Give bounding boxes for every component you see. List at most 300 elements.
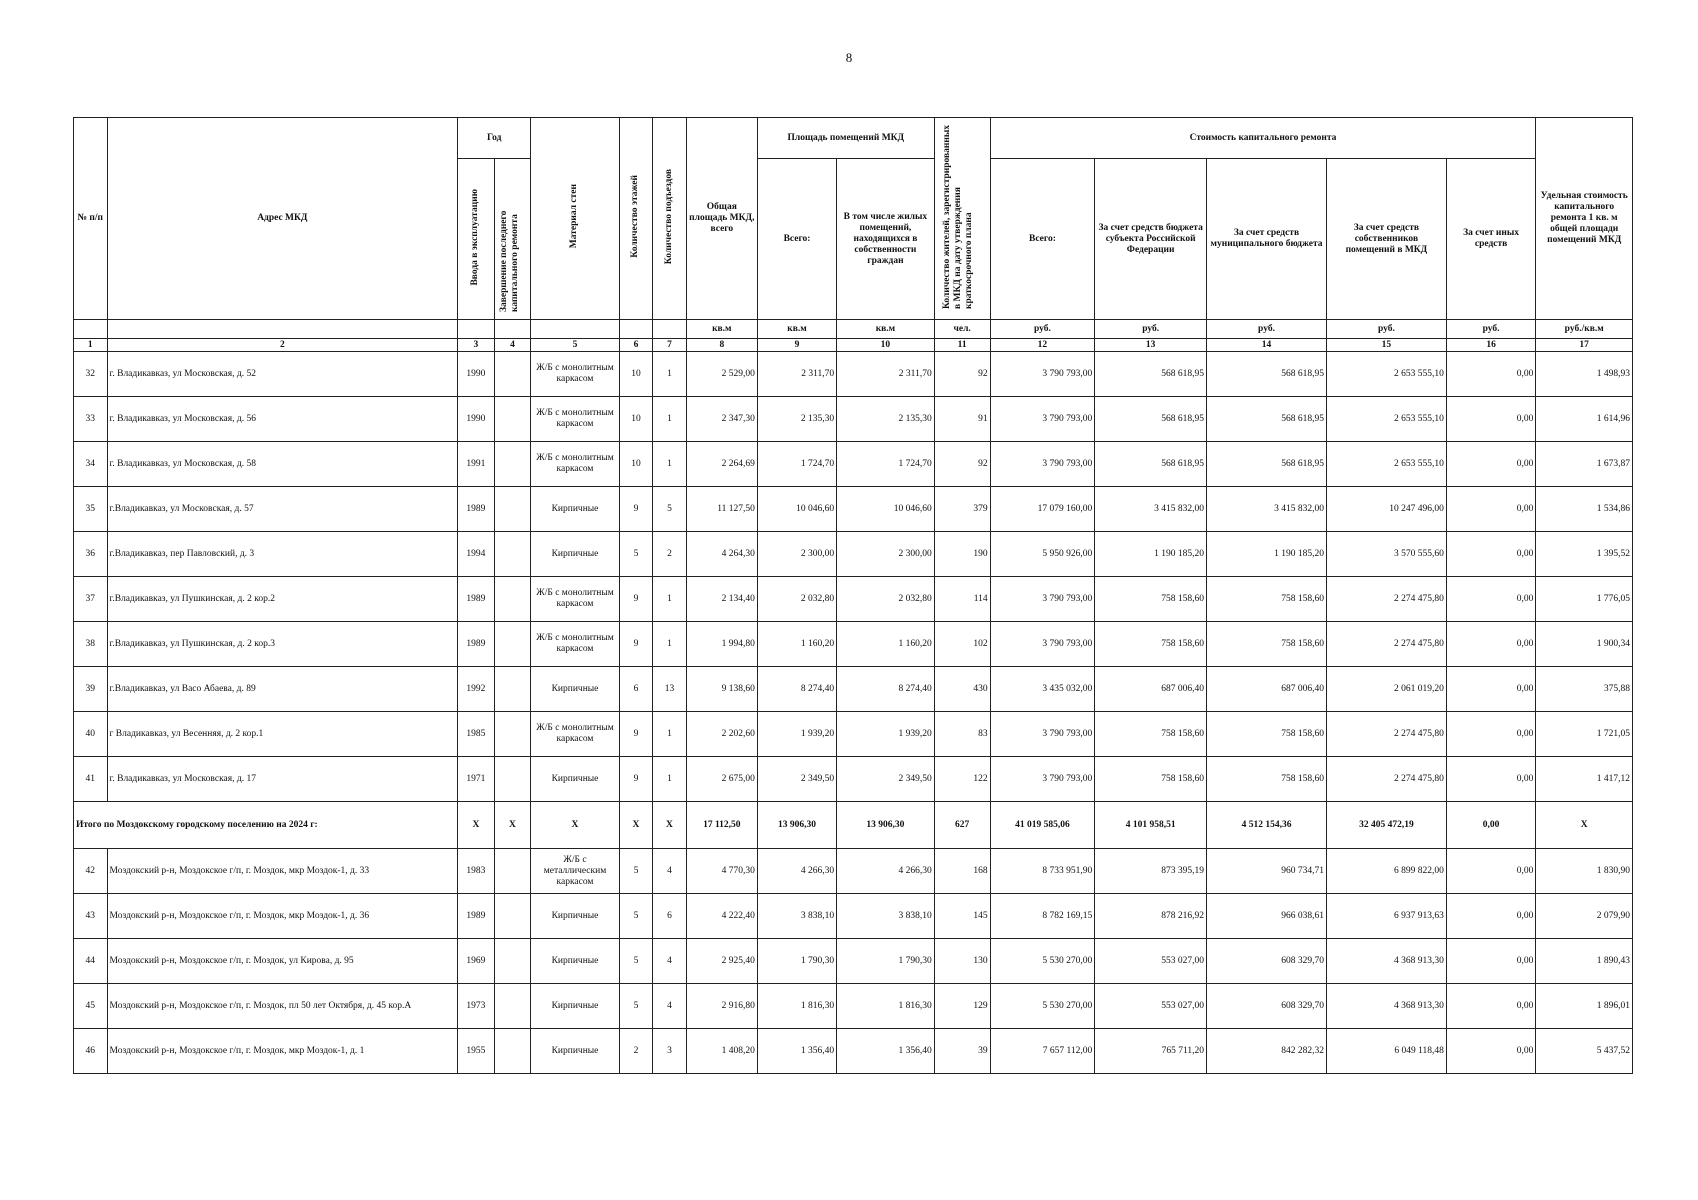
row-num: 37 (74, 577, 108, 622)
row-total-area: 4 264,30 (686, 532, 757, 577)
col-index: 3 (458, 339, 495, 352)
row-repair-year (494, 487, 531, 532)
row-year: 1973 (458, 984, 495, 1029)
unit-cell: кв.м (837, 320, 935, 339)
header-entrances (653, 118, 687, 320)
row-repair-year (494, 939, 531, 984)
table-row (74, 894, 1633, 939)
row-repair-year (494, 397, 531, 442)
row-cost-municipal: 3 415 832,00 (1207, 487, 1327, 532)
units-row (74, 320, 1633, 339)
row-address: Моздокский р-н, Моздокское г/п, г. Моздок, ул Кирова, д. 95 (107, 939, 458, 984)
row-cost-owners: 2 274 475,80 (1326, 622, 1446, 667)
row-entrances: 1 (653, 712, 687, 757)
row-cost-other: 0,00 (1446, 1029, 1535, 1074)
row-cost-owners: 3 570 555,60 (1326, 532, 1446, 577)
row-cost-owners: 4 368 913,30 (1326, 984, 1446, 1029)
row-repair-year (494, 757, 531, 802)
units-blank (531, 320, 619, 339)
row-cost-total: 3 790 793,00 (990, 712, 1095, 757)
row-premises-residential: 1 790,30 (837, 939, 935, 984)
table-row (74, 1029, 1633, 1074)
row-premises-residential: 1 356,40 (837, 1029, 935, 1074)
row-wall-material: Ж/Б с монолитным каркасом (531, 622, 619, 667)
row-repair-year (494, 532, 531, 577)
row-cost-owners: 2 274 475,80 (1326, 757, 1446, 802)
row-cost-federal: 568 618,95 (1095, 352, 1207, 397)
row-total-area: 2 134,40 (686, 577, 757, 622)
col-index: 13 (1095, 339, 1207, 352)
row-repair-year (494, 667, 531, 712)
row-premises-total: 3 838,10 (757, 894, 836, 939)
col-index: 11 (934, 339, 990, 352)
row-premises-total: 10 046,60 (757, 487, 836, 532)
row-residents: 430 (934, 667, 990, 712)
col-index: 2 (107, 339, 458, 352)
row-residents: 92 (934, 442, 990, 487)
row-year: 1990 (458, 397, 495, 442)
row-premises-total: 1 160,20 (757, 622, 836, 667)
row-entrances: 6 (653, 894, 687, 939)
row-cost-other: 0,00 (1446, 984, 1535, 1029)
row-unit-cost: 1 776,05 (1536, 577, 1633, 622)
row-premises-total: 1 816,30 (757, 984, 836, 1029)
total-residents: 627 (934, 802, 990, 849)
row-cost-municipal: 608 329,70 (1207, 984, 1327, 1029)
row-cost-total: 8 733 951,90 (990, 849, 1095, 894)
row-cost-other: 0,00 (1446, 487, 1535, 532)
unit-cell: руб. (1095, 320, 1207, 339)
vladikavkaz-rows (74, 352, 1633, 802)
row-address: г. Владикавказ, ул Московская, д. 17 (107, 757, 458, 802)
col-index: 8 (686, 339, 757, 352)
row-floors: 5 (619, 894, 653, 939)
table-row (74, 712, 1633, 757)
total-cost-total: 41 019 585,06 (990, 802, 1095, 849)
row-cost-owners: 2 653 555,10 (1326, 397, 1446, 442)
row-cost-other: 0,00 (1446, 352, 1535, 397)
row-cost-other: 0,00 (1446, 442, 1535, 487)
row-cost-owners: 2 061 019,20 (1326, 667, 1446, 712)
row-wall-material: Кирпичные (531, 487, 619, 532)
total-cost-mun: 4 512 154,36 (1207, 802, 1327, 849)
row-address: Моздокский р-н, Моздокское г/п, г. Моздок, пл 50 лет Октября, д. 45 кор.А (107, 984, 458, 1029)
row-premises-total: 2 300,00 (757, 532, 836, 577)
header-floors (619, 118, 653, 320)
row-premises-total: 8 274,40 (757, 667, 836, 712)
row-premises-total: 4 266,30 (757, 849, 836, 894)
column-index-row (74, 339, 1633, 352)
row-address: Моздокский р-н, Моздокское г/п, г. Моздок, мкр Моздок-1, д. 33 (107, 849, 458, 894)
unit-cell: руб. (990, 320, 1095, 339)
table-row (74, 352, 1633, 397)
row-unit-cost: 1 896,01 (1536, 984, 1633, 1029)
row-total-area: 2 925,40 (686, 939, 757, 984)
row-cost-total: 8 782 169,15 (990, 894, 1095, 939)
row-total-area: 2 916,80 (686, 984, 757, 1029)
total-year: X (458, 802, 495, 849)
row-cost-other: 0,00 (1446, 622, 1535, 667)
row-unit-cost: 1 498,93 (1536, 352, 1633, 397)
row-year: 1969 (458, 939, 495, 984)
row-cost-total: 3 790 793,00 (990, 397, 1095, 442)
row-cost-municipal: 687 006,40 (1207, 667, 1327, 712)
header-cost-municipal: За счет средств муниципального бюджета (1207, 159, 1327, 320)
row-floors: 2 (619, 1029, 653, 1074)
total-floors: X (619, 802, 653, 849)
row-entrances: 4 (653, 939, 687, 984)
row-residents: 122 (934, 757, 990, 802)
row-floors: 9 (619, 757, 653, 802)
total-material: X (531, 802, 619, 849)
header-unit-cost: Удельная стоимость капитального ремонта 1 кв. м общей площади помещений МКД (1536, 118, 1633, 320)
col-index: 4 (494, 339, 531, 352)
row-unit-cost: 1 673,87 (1536, 442, 1633, 487)
total-label: Итого по Моздокскому городскому поселению на 2024 г: (74, 802, 458, 849)
row-repair-year (494, 894, 531, 939)
row-cost-total: 3 790 793,00 (990, 622, 1095, 667)
capital-repair-table (73, 117, 1633, 1074)
row-entrances: 13 (653, 667, 687, 712)
header-floors-label: Количество этажей (630, 175, 641, 258)
row-premises-total: 2 032,80 (757, 577, 836, 622)
row-wall-material: Кирпичные (531, 667, 619, 712)
row-cost-municipal: 568 618,95 (1207, 352, 1327, 397)
unit-cell: руб. (1326, 320, 1446, 339)
row-premises-total: 1 356,40 (757, 1029, 836, 1074)
row-total-area: 9 138,60 (686, 667, 757, 712)
row-residents: 92 (934, 352, 990, 397)
row-cost-owners: 6 049 118,48 (1326, 1029, 1446, 1074)
row-cost-municipal: 758 158,60 (1207, 712, 1327, 757)
row-total-area: 1 994,80 (686, 622, 757, 667)
row-cost-municipal: 758 158,60 (1207, 577, 1327, 622)
row-premises-residential: 2 349,50 (837, 757, 935, 802)
units-blank (619, 320, 653, 339)
col-index: 10 (837, 339, 935, 352)
row-cost-total: 7 657 112,00 (990, 1029, 1095, 1074)
row-total-area: 2 675,00 (686, 757, 757, 802)
row-total-area: 2 529,00 (686, 352, 757, 397)
row-num: 32 (74, 352, 108, 397)
col-index: 14 (1207, 339, 1327, 352)
row-premises-residential: 1 939,20 (837, 712, 935, 757)
row-wall-material: Кирпичные (531, 1029, 619, 1074)
row-residents: 130 (934, 939, 990, 984)
row-residents: 168 (934, 849, 990, 894)
row-num: 46 (74, 1029, 108, 1074)
total-prem-res: 13 906,30 (837, 802, 935, 849)
row-year: 1989 (458, 487, 495, 532)
row-floors: 10 (619, 397, 653, 442)
row-year: 1990 (458, 352, 495, 397)
col-index: 9 (757, 339, 836, 352)
row-floors: 9 (619, 622, 653, 667)
row-premises-residential: 10 046,60 (837, 487, 935, 532)
row-premises-total: 1 939,20 (757, 712, 836, 757)
row-residents: 129 (934, 984, 990, 1029)
row-floors: 5 (619, 532, 653, 577)
row-cost-owners: 2 274 475,80 (1326, 712, 1446, 757)
row-num: 41 (74, 757, 108, 802)
col-index: 17 (1536, 339, 1633, 352)
row-cost-total: 3 790 793,00 (990, 757, 1095, 802)
row-num: 40 (74, 712, 108, 757)
row-cost-federal: 3 415 832,00 (1095, 487, 1207, 532)
row-unit-cost: 1 890,43 (1536, 939, 1633, 984)
row-unit-cost: 1 534,86 (1536, 487, 1633, 532)
row-wall-material: Ж/Б с монолитным каркасом (531, 352, 619, 397)
page-number: 8 (845, 50, 853, 65)
table-row (74, 487, 1633, 532)
table-row (74, 667, 1633, 712)
row-repair-year (494, 352, 531, 397)
row-unit-cost: 375,88 (1536, 667, 1633, 712)
row-total-area: 2 264,69 (686, 442, 757, 487)
row-cost-federal: 687 006,40 (1095, 667, 1207, 712)
row-entrances: 4 (653, 984, 687, 1029)
row-year: 1989 (458, 622, 495, 667)
row-repair-year (494, 577, 531, 622)
header-year-last-repair (494, 159, 531, 320)
units-blank (494, 320, 531, 339)
row-cost-municipal: 608 329,70 (1207, 939, 1327, 984)
row-num: 42 (74, 849, 108, 894)
row-cost-owners: 2 653 555,10 (1326, 442, 1446, 487)
header-year-commission (458, 159, 495, 320)
row-cost-federal: 878 216,92 (1095, 894, 1207, 939)
row-cost-other: 0,00 (1446, 712, 1535, 757)
row-premises-residential: 2 135,30 (837, 397, 935, 442)
units-blank (107, 320, 458, 339)
row-cost-total: 3 790 793,00 (990, 352, 1095, 397)
total-row (74, 802, 1633, 849)
row-entrances: 1 (653, 442, 687, 487)
row-premises-residential: 1 724,70 (837, 442, 935, 487)
table-row (74, 757, 1633, 802)
row-wall-material: Ж/Б с монолитным каркасом (531, 712, 619, 757)
row-premises-residential: 2 032,80 (837, 577, 935, 622)
row-floors: 5 (619, 939, 653, 984)
row-repair-year (494, 622, 531, 667)
units-blank (458, 320, 495, 339)
row-address: г.Владикавказ, ул Московская, д. 57 (107, 487, 458, 532)
row-residents: 114 (934, 577, 990, 622)
row-cost-other: 0,00 (1446, 532, 1535, 577)
row-cost-owners: 6 937 913,63 (1326, 894, 1446, 939)
row-cost-federal: 758 158,60 (1095, 712, 1207, 757)
header-cost-federal: За счет средств бюджета субъекта Российской Федерации (1095, 159, 1207, 320)
row-total-area: 2 347,30 (686, 397, 757, 442)
unit-cell: руб./кв.м (1536, 320, 1633, 339)
row-cost-owners: 4 368 913,30 (1326, 939, 1446, 984)
col-index: 6 (619, 339, 653, 352)
row-num: 39 (74, 667, 108, 712)
total-repair: X (494, 802, 531, 849)
row-unit-cost: 1 900,34 (1536, 622, 1633, 667)
row-wall-material: Ж/Б с монолитным каркасом (531, 577, 619, 622)
row-cost-municipal: 758 158,60 (1207, 622, 1327, 667)
col-index: 5 (531, 339, 619, 352)
header-cost-other: За счет иных средств (1446, 159, 1535, 320)
row-total-area: 11 127,50 (686, 487, 757, 532)
row-num: 33 (74, 397, 108, 442)
row-cost-other: 0,00 (1446, 849, 1535, 894)
row-cost-other: 0,00 (1446, 894, 1535, 939)
row-repair-year (494, 984, 531, 1029)
unit-cell: чел. (934, 320, 990, 339)
row-cost-federal: 765 711,20 (1095, 1029, 1207, 1074)
row-cost-federal: 1 190 185,20 (1095, 532, 1207, 577)
row-cost-federal: 758 158,60 (1095, 577, 1207, 622)
unit-cell: кв.м (757, 320, 836, 339)
row-floors: 10 (619, 352, 653, 397)
row-entrances: 5 (653, 487, 687, 532)
total-cost-own: 32 405 472,19 (1326, 802, 1446, 849)
row-premises-residential: 1 160,20 (837, 622, 935, 667)
units-blank (653, 320, 687, 339)
table-row (74, 939, 1633, 984)
row-premises-total: 2 135,30 (757, 397, 836, 442)
row-floors: 5 (619, 984, 653, 1029)
units-blank (74, 320, 108, 339)
col-index: 15 (1326, 339, 1446, 352)
row-premises-total: 1 790,30 (757, 939, 836, 984)
row-address: Моздокский р-н, Моздокское г/п, г. Моздок, мкр Моздок-1, д. 36 (107, 894, 458, 939)
row-entrances: 2 (653, 532, 687, 577)
row-unit-cost: 5 437,52 (1536, 1029, 1633, 1074)
row-cost-federal: 568 618,95 (1095, 397, 1207, 442)
col-index: 16 (1446, 339, 1535, 352)
row-cost-owners: 2 274 475,80 (1326, 577, 1446, 622)
row-residents: 190 (934, 532, 990, 577)
row-unit-cost: 1 830,90 (1536, 849, 1633, 894)
row-entrances: 1 (653, 577, 687, 622)
unit-cell: руб. (1446, 320, 1535, 339)
row-address: г. Владикавказ, ул Московская, д. 56 (107, 397, 458, 442)
row-address: г.Владикавказ, пер Павловский, д. 3 (107, 532, 458, 577)
row-cost-federal: 758 158,60 (1095, 622, 1207, 667)
row-premises-total: 1 724,70 (757, 442, 836, 487)
header-year-last-repair-label: Завершение последнего капитального ремонта (499, 210, 521, 312)
row-entrances: 4 (653, 849, 687, 894)
header-premises-total: Всего: (757, 159, 836, 320)
row-cost-total: 3 790 793,00 (990, 577, 1095, 622)
row-cost-owners: 10 247 496,00 (1326, 487, 1446, 532)
row-cost-total: 5 530 270,00 (990, 939, 1095, 984)
row-unit-cost: 1 721,05 (1536, 712, 1633, 757)
row-wall-material: Кирпичные (531, 757, 619, 802)
row-cost-total: 3 435 032,00 (990, 667, 1095, 712)
row-premises-residential: 2 300,00 (837, 532, 935, 577)
row-floors: 5 (619, 849, 653, 894)
row-wall-material: Кирпичные (531, 984, 619, 1029)
row-year: 1994 (458, 532, 495, 577)
row-total-area: 1 408,20 (686, 1029, 757, 1074)
row-residents: 379 (934, 487, 990, 532)
row-premises-residential: 3 838,10 (837, 894, 935, 939)
row-year: 1991 (458, 442, 495, 487)
header-num: № п/п (74, 118, 108, 320)
header-premises-residential: В том числе жилых помещений, находящихся в собственности граждан (837, 159, 935, 320)
col-index: 7 (653, 339, 687, 352)
row-residents: 91 (934, 397, 990, 442)
row-wall-material: Кирпичные (531, 532, 619, 577)
row-num: 36 (74, 532, 108, 577)
row-year: 1985 (458, 712, 495, 757)
total-cost-other: 0,00 (1446, 802, 1535, 849)
row-year: 1989 (458, 577, 495, 622)
row-address: Моздокский р-н, Моздокское г/п, г. Моздок, мкр Моздок-1, д. 1 (107, 1029, 458, 1074)
row-repair-year (494, 712, 531, 757)
row-year: 1992 (458, 667, 495, 712)
row-cost-federal: 758 158,60 (1095, 757, 1207, 802)
total-section (74, 802, 1633, 849)
table-row (74, 442, 1633, 487)
row-wall-material: Ж/Б с монолитным каркасом (531, 397, 619, 442)
row-wall-material: Кирпичные (531, 894, 619, 939)
row-entrances: 3 (653, 1029, 687, 1074)
row-premises-residential: 2 311,70 (837, 352, 935, 397)
row-num: 34 (74, 442, 108, 487)
row-wall-material: Ж/Б с металлическим каркасом (531, 849, 619, 894)
row-wall-material: Ж/Б с монолитным каркасом (531, 442, 619, 487)
row-cost-municipal: 966 038,61 (1207, 894, 1327, 939)
row-entrances: 1 (653, 397, 687, 442)
header-residents-label: Количество жителей, зарегистрированных в МКД на дату утверждения краткосрочного плана (942, 124, 975, 309)
header-wall-material-label: Материал стен (569, 184, 580, 249)
header-cost-total: Всего: (990, 159, 1095, 320)
header-wall-material (531, 118, 619, 320)
total-prem-total: 13 906,30 (757, 802, 836, 849)
total-unit: X (1536, 802, 1633, 849)
row-entrances: 1 (653, 352, 687, 397)
row-repair-year (494, 442, 531, 487)
row-num: 35 (74, 487, 108, 532)
row-num: 45 (74, 984, 108, 1029)
row-address: г. Владикавказ, ул Московская, д. 52 (107, 352, 458, 397)
row-unit-cost: 1 417,12 (1536, 757, 1633, 802)
row-entrances: 1 (653, 757, 687, 802)
row-address: г.Владикавказ, ул Пушкинская, д. 2 кор.3 (107, 622, 458, 667)
row-unit-cost: 1 614,96 (1536, 397, 1633, 442)
row-cost-other: 0,00 (1446, 939, 1535, 984)
row-cost-municipal: 960 734,71 (1207, 849, 1327, 894)
row-year: 1989 (458, 894, 495, 939)
row-premises-total: 2 311,70 (757, 352, 836, 397)
row-floors: 6 (619, 667, 653, 712)
total-entrances: X (653, 802, 687, 849)
header-year-commission-label: Ввода в эксплуатацию (470, 188, 481, 286)
table-row (74, 984, 1633, 1029)
row-address: г Владикавказ, ул Весенняя, д. 2 кор.1 (107, 712, 458, 757)
col-index: 12 (990, 339, 1095, 352)
row-cost-municipal: 568 618,95 (1207, 442, 1327, 487)
header-cost-owners: За счет средств собственников помещений в МКД (1326, 159, 1446, 320)
row-floors: 9 (619, 577, 653, 622)
row-year: 1971 (458, 757, 495, 802)
header-total-area: Общая площадь МКД, всего (686, 118, 757, 320)
row-num: 44 (74, 939, 108, 984)
row-floors: 10 (619, 442, 653, 487)
row-address: г.Владикавказ, ул Пушкинская, д. 2 кор.2 (107, 577, 458, 622)
row-residents: 39 (934, 1029, 990, 1074)
row-residents: 145 (934, 894, 990, 939)
row-unit-cost: 1 395,52 (1536, 532, 1633, 577)
row-entrances: 1 (653, 622, 687, 667)
row-cost-other: 0,00 (1446, 397, 1535, 442)
row-cost-other: 0,00 (1446, 577, 1535, 622)
